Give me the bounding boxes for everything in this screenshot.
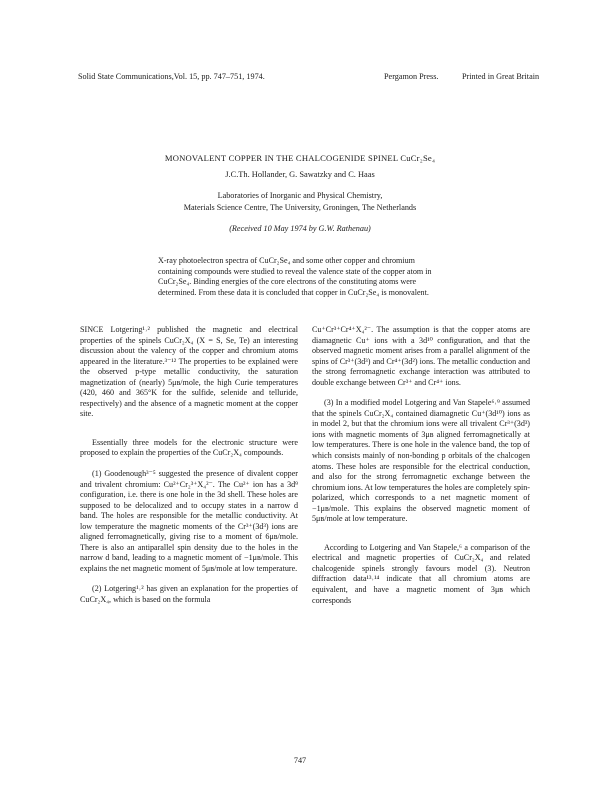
publisher-name: Pergamon Press. — [384, 72, 439, 81]
page-number: 747 — [293, 756, 307, 765]
journal-citation: Solid State Communications,Vol. 15, pp. 747–751, 1974. — [78, 72, 265, 81]
affiliation-line-1: Laboratories of Inorganic and Physical Chemistry, — [217, 191, 383, 200]
right-column — [312, 325, 530, 616]
paragraph-model-2-cont: Cu⁺Cr³⁺Cr⁴⁺X₄²⁻. The assumption is that the copper atoms are diamagnetic Cu⁺ ions with a 3d¹⁰ configuration, and that the observed magnetic moment arises from a parallel alignment of the spins of Cr³⁺(3d³) and Cr⁴⁺(3d²) ions. The metallic conduction and the strong ferromagnetic exchange interaction was attributed to double exchange between Cr³⁺ and Cr⁴⁺ ions. — [312, 325, 530, 387]
paragraph-comparison: According to Lotgering and Van Stapele,⁶ a comparison of the electrical and magnetic properties of CuCr₂X₄ and related chalcogenide spinels strongly favours model (3). Neutron diffraction data¹³˒¹⁴ indicate that all chromium atoms are equivalent, and have a magnetic moment of 3μʙ which corresponds — [312, 542, 530, 605]
paper-title: MONOVALENT COPPER IN THE CHALCOGENIDE SPINEL CuCr₂Se₄ — [164, 153, 436, 163]
paragraph-model-3: (3) In a modified model Lotgering and Van Stapele⁶˒⁹ assumed that the spinels CuCr₂X₄ contained diamagnetic Cu⁺(3d¹⁰) ions as in model 2, but that the chromium ions were all trivalent Cr³⁺(3d³) ions with magnetic moments of 3μʙ aligned ferromagnetically at low temperatures. There is one hole in the valence band, the top of which consists mainly of non-bonding p orbitals of the chalcogen atoms. These holes are responsible for the electrical conduction, and also for the strong ferromagnetic exchange between the chromium ions. At low temperatures the holes are completely spin-polarized, which corresponds to a net magnetic moment of −1μʙ/mole. This explains the observed magnetic moment of 5μʙ/mole at low temperature. — [312, 398, 530, 524]
paragraph-model-2: (2) Lotgering¹˒² has given an explanation for the properties of CuCr₂X₄, which is based on the formula — [80, 584, 298, 605]
abstract-text: X-ray photoelectron spectra of CuCr₂Se₄ and some other copper and chromium containing compounds were studied to reveal the valence state of the copper atom in CuCr₂Se₄. Binding energies of the core electrons of the constituting atoms were determined. From these data it is concluded that copper in CuCr₂Se₄ is monovalent. — [158, 256, 432, 297]
paragraph-intro: SINCE Lotgering¹˒² published the magnetic and electrical properties of the spinels CuCr₂X₄ (X = S, Se, Te) an interesting discussion about the valency of the copper and chromium atoms appeared in the literature.³⁻¹² The properties to be explained were the observed p-type metallic conductivity, the saturation magnetization of (nearly) 5μʙ/mole, the high Curie temperatures (420, 460 and 365°K for the sulfide, selenide and telluride, respectively) and the absence of a magnetic moment at the copper site. — [80, 325, 298, 419]
paragraph-models: Essentially three models for the electronic structure were proposed to explain the properties of the CuCr₂X₄ compounds. — [80, 437, 298, 458]
received-date: (Received 10 May 1974 by G.W. Rathenau) — [229, 224, 371, 233]
printed-in: Printed in Great Britain — [462, 72, 540, 81]
paragraph-model-1: (1) Goodenough³⁻⁵ suggested the presence of divalent copper and trivalent chromium: Cu²⁺Cr₂³⁺X₄²⁻. The Cu²⁺ ion has a 3d⁹ configuration, i.e. there is one hole in the 3d shell. These holes are supposed to be delocalized and to occupy states in a narrow d band. The holes are responsible for the metallic conductivity. At low temperature the magnetic moments of the Cr³⁺(3d³) ions are aligned ferromagnetically, giving rise to a moment of 6μʙ/mole. There is also an antiparallel spin density due to the holes in the narrow d band, leading to a magnetic moment of −1μʙ/mole. This explains the net magnetic moment of 5μʙ/mole at low temperature. — [80, 469, 298, 573]
paper-authors: J.C.Th. Hollander, G. Sawatzky and C. Haas — [225, 170, 375, 179]
affiliation-line-2: Materials Science Centre, The University, Groningen, The Netherlands — [183, 203, 417, 212]
abstract — [158, 256, 450, 298]
left-column — [80, 325, 298, 616]
